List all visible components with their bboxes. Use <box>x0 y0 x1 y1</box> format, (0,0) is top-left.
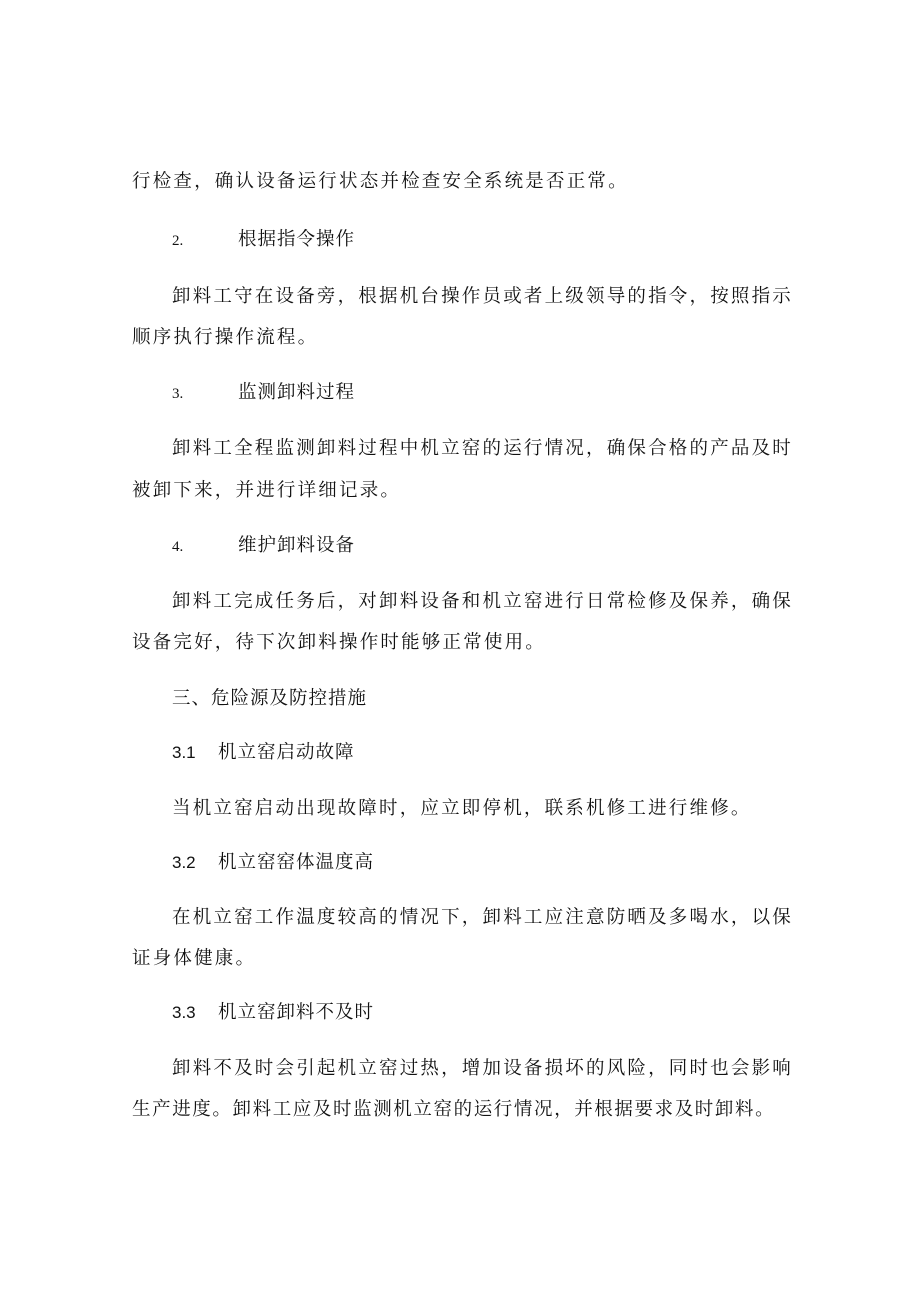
paragraph-line: 卸料工全程监测卸料过程中机立窑的运行情况，确保合格的产品及时 <box>172 438 794 459</box>
step-heading: 监测卸料过程 <box>238 382 356 403</box>
paragraph-line: 在机立窑工作温度较高的情况下，卸料工应注意防晒及多喝水，以保 <box>172 907 794 928</box>
step-number: 4. <box>172 539 184 555</box>
paragraph-line: 顺序执行操作流程。 <box>132 327 319 348</box>
subsection-heading: 机立窑启动故障 <box>218 742 355 763</box>
step-number: 2. <box>172 233 184 249</box>
subsection-heading: 机立窑窑体温度高 <box>218 852 375 873</box>
paragraph-line: 卸料不及时会引起机立窑过热，增加设备损坏的风险，同时也会影响 <box>172 1058 794 1079</box>
paragraph-line: 行检查，确认设备运行状态并检查安全系统是否正常。 <box>132 171 629 192</box>
section-heading: 三、危险源及防控措施 <box>172 688 368 709</box>
subsection-number: 3.3 <box>172 1003 196 1022</box>
paragraph-line: 卸料工完成任务后，对卸料设备和机立窑进行日常检修及保养，确保 <box>172 591 794 612</box>
paragraph-line: 设备完好，待下次卸料操作时能够正常使用。 <box>132 632 547 653</box>
step-number: 3. <box>172 386 184 402</box>
subsection-number: 3.1 <box>172 743 196 762</box>
step-heading: 维护卸料设备 <box>238 535 356 556</box>
paragraph-line: 证身体健康。 <box>132 948 257 969</box>
paragraph-line: 生产进度。卸料工应及时监测机立窑的运行情况，并根据要求及时卸料。 <box>132 1099 776 1120</box>
step-heading: 根据指令操作 <box>238 229 356 250</box>
paragraph-line: 当机立窑启动出现故障时，应立即停机，联系机修工进行维修。 <box>172 798 752 819</box>
paragraph-line: 被卸下来，并进行详细记录。 <box>132 480 402 501</box>
subsection-number: 3.2 <box>172 853 196 872</box>
paragraph-line: 卸料工守在设备旁，根据机台操作员或者上级领导的指令，按照指示 <box>172 286 794 307</box>
subsection-heading: 机立窑卸料不及时 <box>218 1002 375 1023</box>
